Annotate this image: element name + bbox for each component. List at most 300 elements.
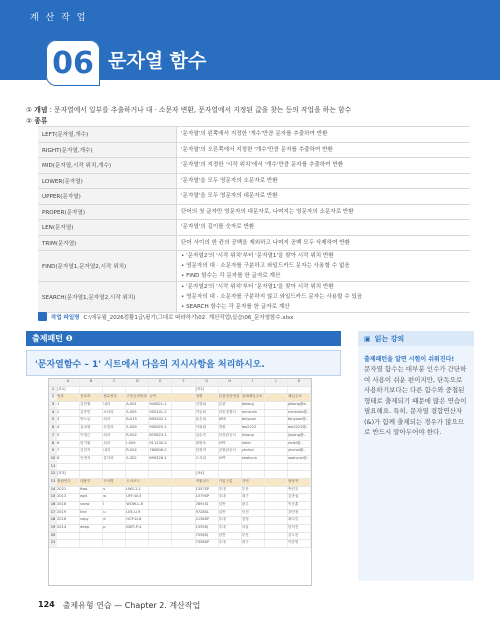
sheet-cell: [265, 540, 288, 547]
sheet-cell: [265, 441, 288, 448]
sheet-cell: 직원코드: [196, 479, 219, 486]
section-number-box: [46, 40, 100, 86]
column-header: I: [242, 379, 265, 386]
function-row: [38, 127, 470, 143]
function-syntax: RIGHT(문자열,개수): [38, 142, 177, 158]
sheet-cell: 대구: [242, 540, 265, 547]
row-header: 11: [49, 464, 57, 471]
sheet-row: [49, 517, 311, 525]
sheet-cell: [172, 402, 195, 409]
sheet-cell: 780806-2: [149, 448, 172, 455]
row-header: 19: [49, 525, 57, 532]
sheet-cell: jekang: [242, 402, 265, 409]
sheet-cell: [172, 425, 195, 432]
sheet-cell: 임수진: [196, 433, 219, 440]
sheet-cell: 김도현: [288, 533, 311, 540]
sheet-cell: egit: [80, 494, 103, 501]
sheet-row: [49, 479, 311, 487]
sheet-cell: [149, 510, 172, 517]
sheet-cell: I-009: [126, 441, 149, 448]
sheet-cell: 911230-2: [149, 441, 172, 448]
sheet-cell: [265, 394, 288, 401]
sheet-cell: [57, 464, 80, 471]
sheet-cell: 이동희: [196, 410, 219, 417]
sheet-cell: 담당자: [288, 479, 311, 486]
sheet-cell: 한석진: [288, 525, 311, 532]
sheet-cell: line: [80, 510, 103, 517]
sheet-cell: 박진우: [288, 487, 311, 494]
sheet-cell: 7: [57, 448, 80, 455]
sheet-cell: [265, 425, 288, 432]
sheet-cell: 나이: [149, 394, 172, 401]
sheet-cell: 일반: [219, 510, 242, 517]
sheet-cell: yhchoi: [242, 448, 265, 455]
sheet-cell: [265, 533, 288, 540]
sheet-cell: [288, 387, 311, 394]
row-header: 14: [49, 487, 57, 494]
work-file-path: C:\에듀윌_2026컴활1급\필기\그대로 따라하기\02. 계산작업\실습\06_문자열함수.xlsx: [83, 314, 294, 321]
sheet-cell: 부산: [242, 533, 265, 540]
sheet-cell: [표4]: [196, 471, 219, 478]
sheet-cell: [표2]: [196, 387, 219, 394]
function-row: [38, 158, 470, 174]
sheet-cell: 출판연도: [57, 479, 80, 486]
sheet-cell: 최다슬: [288, 517, 311, 524]
sheet-cell: jinjang: [242, 433, 265, 440]
sheet-cell: [172, 410, 195, 417]
column-header: C: [103, 379, 126, 386]
sheet-cell: R-002: [126, 448, 149, 455]
function-row: [38, 142, 470, 158]
sheet-cell: [149, 487, 172, 494]
sheet-cell: 김민지: [80, 448, 103, 455]
function-row: [38, 220, 470, 236]
sheet-cell: deep: [80, 525, 103, 532]
sheet-cell: [103, 387, 126, 394]
sheet-cell: 2016: [57, 517, 80, 524]
sheet-cell: 6: [57, 441, 80, 448]
sheet-cell: [172, 525, 195, 532]
function-syntax: LEFT(문자열,개수): [38, 127, 177, 143]
sheet-cell: [103, 471, 126, 478]
sheet-row: [49, 510, 311, 518]
sheet-cell: 한정미: [196, 448, 219, 455]
sheet-cell: [196, 464, 219, 471]
row-header: 1: [49, 387, 57, 394]
sheet-cell: 인천관공사: [219, 433, 242, 440]
sheet-cell: [80, 533, 103, 540]
sheet-cell: leo2222@..: [288, 425, 311, 432]
sheet-cell: [265, 456, 288, 463]
sheet-cell: soohyun: [242, 456, 265, 463]
sheet-cell: 우대: [219, 540, 242, 547]
sheet-cell: binyoon: [242, 417, 265, 424]
row-header: 9: [49, 448, 57, 455]
sheet-cell: [265, 471, 288, 478]
sheet-cell: 소아과: [103, 410, 126, 417]
sheet-cell: minsmin: [242, 410, 265, 417]
task-instruction: '문자열함수 – 1' 시트에서 다음의 지시사항을 처리하시오.: [26, 350, 341, 376]
sheet-cell: [288, 471, 311, 478]
sheet-cell: rlelel@..: [288, 441, 311, 448]
sheet-cell: 1579SP: [196, 494, 219, 501]
function-description: [177, 189, 471, 205]
row-header: 3: [49, 402, 57, 409]
description-line: '문자열'의 왼쪽에서 지정한 '개수'만큼 문자를 추출하여 반환: [181, 131, 328, 138]
sheet-cell: [172, 441, 195, 448]
description-line: • 영문자의 대 · 소문자를 구분하지 않고 와일드카드 문자는 사용할 수 있음: [181, 294, 363, 300]
description-line: '문자열'을 모두 영문자의 소문자로 반환: [181, 177, 278, 184]
sheet-cell: copy: [80, 517, 103, 524]
sheet-cell: [172, 464, 195, 471]
concept-line: [26, 104, 351, 114]
function-table: [38, 126, 470, 313]
sheet-cell: [149, 517, 172, 524]
pattern-title: 출제패턴 ❶: [26, 331, 341, 346]
sheet-row: [49, 448, 311, 456]
column-header: B: [80, 379, 103, 386]
sheet-cell: [172, 487, 195, 494]
concept-label: 개념: [34, 106, 48, 114]
sheet-row: [49, 433, 311, 441]
corner-cell: [49, 379, 57, 386]
sheet-cell: 이승훈: [288, 502, 311, 509]
sheet-cell: 박노들: [80, 417, 103, 424]
function-syntax: FIND(문자열1,문자열2,시작 위치): [38, 251, 177, 282]
sheet-cell: OPT: [219, 441, 242, 448]
sheet-cell: [149, 533, 172, 540]
sheet-cell: 1539SJ: [196, 525, 219, 532]
sheet-cell: [265, 448, 288, 455]
sheet-cell: 3: [57, 417, 80, 424]
sheet-cell: 우대: [219, 487, 242, 494]
sidebar-title-text: 읽는 강의: [374, 334, 405, 343]
sheet-row: [49, 394, 311, 402]
sheet-cell: [219, 387, 242, 394]
sheet-cell: [265, 479, 288, 486]
sheet-cell: [80, 471, 103, 478]
sheet-cell: OCP-D-6: [126, 517, 149, 524]
function-syntax: SEARCH(문자열1,문자열2,시작 위치): [38, 282, 177, 313]
sheet-cell: binyoon@..: [288, 417, 311, 424]
kinds-label: 종류: [34, 117, 48, 125]
spreadsheet-screenshot: [48, 378, 312, 586]
sheet-cell: 과동경찰서: [219, 410, 242, 417]
reading-lecture-icon: ▣: [364, 334, 371, 343]
sheet-cell: [172, 533, 195, 540]
sheet-cell: 메일주소: [288, 394, 311, 401]
sheet-row: [49, 402, 311, 410]
sheet-cell: [57, 540, 80, 547]
sheet-cell: [265, 494, 288, 501]
column-header: F: [172, 379, 195, 386]
sheet-cell: [242, 471, 265, 478]
sheet-row: [49, 425, 311, 433]
sheet-cell: [126, 387, 149, 394]
sheet-cell: 검정: [242, 517, 265, 524]
sheet-cell: [172, 510, 195, 517]
sheet-cell: LWS-2-1: [126, 487, 149, 494]
sheet-cell: [149, 464, 172, 471]
sheet-cell: 접수번호: [103, 394, 126, 401]
sheet-cell: u: [103, 510, 126, 517]
column-header: E: [149, 379, 172, 386]
sheet-cell: ARS: [219, 417, 242, 424]
sheet-cell: [265, 510, 288, 517]
function-row: [38, 282, 470, 313]
sheet-row: [49, 471, 311, 479]
sheet-cell: [149, 525, 172, 532]
function-syntax: PROPER(문자열): [38, 204, 177, 220]
column-header: G: [196, 379, 219, 386]
function-syntax: LEN(문자열): [38, 220, 177, 236]
row-header: 17: [49, 510, 57, 517]
sheet-cell: 2018: [57, 502, 80, 509]
sheet-cell: [103, 533, 126, 540]
sheet-cell: 890528-1: [149, 456, 172, 463]
description-line: 단어의 첫 글자만 영문자의 대문자로, 나머지는 영문자의 소문자로 반환: [181, 208, 354, 215]
sheet-cell: [265, 487, 288, 494]
sheet-row: [49, 533, 311, 541]
sheet-cell: leo2222: [242, 425, 265, 432]
column-header: J: [265, 379, 288, 386]
sheet-cell: S-009: [126, 425, 149, 432]
sheet-cell: 진료과: [80, 394, 103, 401]
row-header: 13: [49, 479, 57, 486]
sheet-cell: 5: [57, 433, 80, 440]
sheet-cell: 870823-1: [149, 433, 172, 440]
sheet-cell: 도서코드: [126, 479, 149, 486]
sheet-cell: WOW-L-8: [126, 502, 149, 509]
row-header: 16: [49, 502, 57, 509]
sheet-row: [49, 502, 311, 510]
sheet-row: [49, 494, 311, 502]
sheet-cell: 950101-2: [149, 410, 172, 417]
sheet-cell: [172, 479, 195, 486]
section-tag: 계 산 작 업: [30, 6, 120, 26]
sheet-cell: 번호: [57, 394, 80, 401]
sheet-cell: 이희원: [196, 425, 219, 432]
sheet-cell: 유아과: [103, 456, 126, 463]
function-row: [38, 204, 470, 220]
row-header: 7: [49, 433, 57, 440]
row-header: 6: [49, 425, 57, 432]
sheet-cell: [265, 387, 288, 394]
sheet-cell: 2021: [57, 487, 80, 494]
sheet-cell: [219, 471, 242, 478]
description-line: '문자열'의 지정한 '시작 위치'에서 '개수'만큼 문자를 추출하여 반환: [181, 162, 344, 169]
sheet-cell: p: [103, 525, 126, 532]
sheet-cell: [288, 464, 311, 471]
sheet-cell: snow: [80, 502, 103, 509]
sheet-cell: 2136SP: [196, 517, 219, 524]
description-line: • '문자열2'의 '시작 위치'부터 '문자열1'을 찾아 시작 위치 반환: [181, 284, 334, 290]
sheet-cell: LEE-U-9: [126, 510, 149, 517]
sheet-cell: [265, 417, 288, 424]
sheet-row: [49, 417, 311, 425]
column-header: K: [288, 379, 311, 386]
function-syntax: UPPER(문자열): [38, 189, 177, 205]
sheet-cell: 신경과: [103, 425, 126, 432]
sheet-cell: 도서명: [103, 479, 126, 486]
sheet-cell: OPT: [219, 456, 242, 463]
sheet-cell: 한기원: [80, 441, 103, 448]
sheet-row: [49, 410, 311, 418]
sheet-cell: [80, 464, 103, 471]
sheet-cell: 김종섭: [288, 494, 311, 501]
function-row: [38, 189, 470, 205]
function-description: [177, 173, 471, 189]
sheet-cell: [172, 448, 195, 455]
function-description: [177, 204, 471, 220]
column-header-row: [49, 379, 311, 387]
sheet-cell: minsmin@..: [288, 410, 311, 417]
row-header: 15: [49, 494, 57, 501]
sheet-cell: l: [103, 502, 126, 509]
sheet-cell: 1: [57, 402, 80, 409]
sheet-row: [49, 540, 311, 548]
sheet-cell: [172, 502, 195, 509]
sheet-cell: 우대: [219, 494, 242, 501]
sheet-cell: 김민철: [80, 402, 103, 409]
sheet-cell: soohyun@..: [288, 456, 311, 463]
sheet-cell: [103, 540, 126, 547]
work-file-label: 작업 파일명: [51, 314, 80, 321]
sheet-cell: [80, 540, 103, 547]
sheet-cell: w: [103, 494, 126, 501]
sheet-cell: 9728SL: [196, 510, 219, 517]
function-row: [38, 173, 470, 189]
sheet-cell: 내용부: [80, 479, 103, 486]
sheet-cell: 8: [57, 456, 80, 463]
sheet-cell: 7891SJ: [196, 502, 219, 509]
work-file-line: [38, 312, 293, 321]
function-syntax: LOWER(문자열): [38, 173, 177, 189]
concept-index: ①: [26, 106, 33, 114]
sheet-cell: 대구: [242, 494, 265, 501]
sheet-cell: [149, 540, 172, 547]
sheet-cell: [126, 471, 149, 478]
sheet-cell: [표1]: [57, 387, 80, 394]
file-icon: [38, 312, 47, 321]
sheet-cell: [103, 464, 126, 471]
sheet-cell: [172, 433, 195, 440]
sheet-cell: [172, 387, 195, 394]
description-line: • 영문자의 대 · 소문자를 구분하고 와일드카드 문자는 사용할 수 없음: [181, 263, 350, 269]
function-description: [177, 282, 471, 313]
sheet-cell: B-015: [126, 417, 149, 424]
sheet-cell: [219, 464, 242, 471]
sheet-cell: 7358SP: [196, 540, 219, 547]
row-header: 4: [49, 410, 57, 417]
sheet-cell: 강민정: [288, 510, 311, 517]
function-row: [38, 235, 470, 251]
sheet-cell: [149, 387, 172, 394]
sheet-cell: S-302: [126, 456, 149, 463]
sheet-cell: [172, 517, 195, 524]
sheet-cell: [242, 387, 265, 394]
description-line: 단어 사이의 한 칸의 공백을 제외하고 나머지 공백 모두 삭제하여 반환: [181, 239, 351, 246]
sheet-cell: 김종민: [80, 410, 103, 417]
sheet-row: [49, 387, 311, 395]
sheet-cell: [149, 471, 172, 478]
sheet-cell: 지역: [242, 479, 265, 486]
sheet-cell: 일반: [219, 533, 242, 540]
function-description: [177, 127, 471, 143]
page-number: 124: [38, 600, 55, 609]
sheet-cell: IDEP-P-4: [126, 525, 149, 532]
sheet-cell: 외과: [103, 433, 126, 440]
sheet-cell: [172, 540, 195, 547]
row-header: 20: [49, 533, 57, 540]
section-number: 06: [52, 45, 94, 81]
description-line: '문자열'의 오른쪽에서 지정한 '개수'만큼 문자를 추출하여 반환: [181, 146, 333, 153]
sheet-cell: 경원: [219, 425, 242, 432]
function-syntax: TRIM(문자열): [38, 235, 177, 251]
sheet-cell: [265, 410, 288, 417]
sheet-cell: [149, 502, 172, 509]
sheet-cell: 서울: [242, 525, 265, 532]
sheet-cell: [265, 517, 288, 524]
function-description: [177, 158, 471, 174]
description-line: • FIND 함수는 각 문자를 한 글자로 계산: [181, 273, 281, 279]
sheet-row: [49, 456, 311, 464]
sheet-cell: [149, 479, 172, 486]
sheet-cell: 외과: [103, 417, 126, 424]
column-header: D: [126, 379, 149, 386]
sheet-cell: [57, 533, 80, 540]
sheet-row: [49, 464, 311, 472]
sheet-row: [49, 441, 311, 449]
sheet-cell: 1357SP: [196, 487, 219, 494]
row-header: 21: [49, 540, 57, 547]
sheet-cell: 김영희: [196, 402, 219, 409]
sheet-cell: 부산: [242, 487, 265, 494]
sheet-cell: UFF-W-3: [126, 494, 149, 501]
sheet-row: [49, 487, 311, 495]
column-header: H: [219, 379, 242, 386]
sheet-cell: 유치형: [80, 425, 103, 432]
sheet-cell: 900925-1: [149, 425, 172, 432]
sheet-cell: 일반: [219, 502, 242, 509]
sheet-cell: 이한영: [288, 540, 311, 547]
row-header: 12: [49, 471, 57, 478]
row-header: 18: [49, 517, 57, 524]
sheet-cell: 2: [57, 410, 80, 417]
description-line: '문자열'의 길이를 숫자로 반환: [181, 224, 255, 231]
row-header: 5: [49, 417, 57, 424]
sheet-cell: 2019: [57, 510, 80, 517]
sheet-cell: [172, 394, 195, 401]
sheet-cell: 인천: [242, 510, 265, 517]
sheet-cell: R-002: [126, 433, 149, 440]
sidebar-title: [358, 331, 474, 346]
row-header: 8: [49, 441, 57, 448]
section-title: 문자열 함수: [108, 50, 207, 72]
kinds-line: [26, 115, 47, 125]
kinds-index: ②: [26, 117, 33, 125]
function-description: [177, 251, 471, 282]
sheet-cell: d: [103, 517, 126, 524]
page-footer: [38, 600, 200, 611]
sheet-cell: 2013: [57, 494, 80, 501]
sheet-row: [49, 525, 311, 533]
sheet-cell: rlelel: [242, 441, 265, 448]
sheet-cell: 우대: [219, 517, 242, 524]
sheet-cell: 성명: [196, 394, 219, 401]
sheet-cell: jekang@e..: [288, 402, 311, 409]
sheet-cell: 내과: [103, 448, 126, 455]
